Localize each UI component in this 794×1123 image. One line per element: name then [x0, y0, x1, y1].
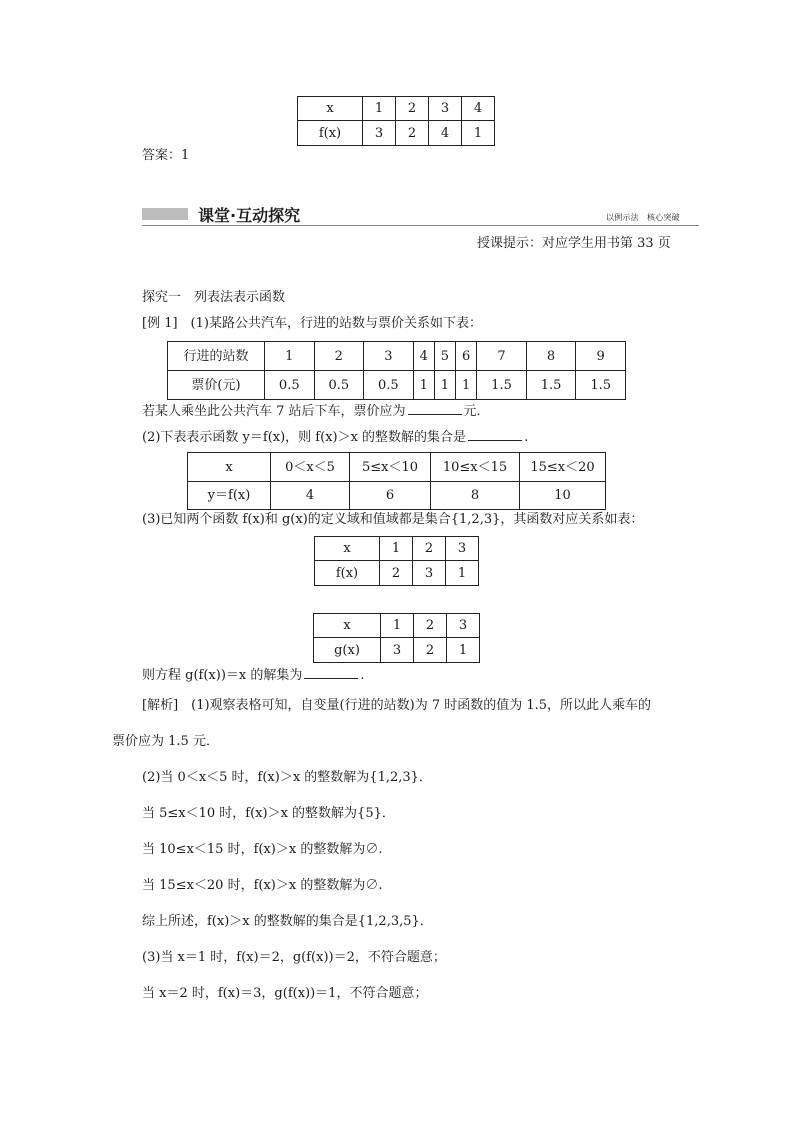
solution-line: 当 5≤x＜10 时，f(x)＞x 的整数解为{5}． — [142, 806, 395, 821]
table-cell: 8 — [431, 482, 520, 510]
table-cell: 5≤x＜10 — [350, 453, 431, 482]
table-cell: 1 — [462, 121, 495, 146]
table-cell: 2 — [414, 638, 447, 663]
fare-table — [167, 341, 626, 400]
table-cell: 0＜x＜5 — [271, 453, 350, 482]
q1-ask-text: 若某人乘坐此公共汽车 7 站后下车，票价应为 — [142, 404, 406, 419]
table-cell: 3 — [447, 614, 480, 638]
q2-intro-end: . — [524, 430, 529, 445]
solution-line: [解析] (1)观察表格可知，自变量(行进的站数)为 7 时函数的值为 1.5，所以此人乘车的 — [142, 698, 652, 713]
table-cell: 4 — [462, 97, 495, 121]
table-cell: 3 — [413, 561, 446, 586]
table-cell: 1.5 — [526, 371, 576, 400]
q2-intro-text: (2)下表表示函数 y＝f(x)，则 f(x)＞x 的整数解的集合是 — [142, 430, 467, 445]
table-cell: x — [188, 453, 271, 482]
table-cell: 4 — [271, 482, 350, 510]
table-cell: 1 — [265, 342, 315, 371]
table-cell: 行进的站数 — [168, 342, 265, 371]
example-q2-intro — [142, 428, 528, 446]
q1-ask-end: 元． — [463, 404, 490, 419]
table-cell: 9 — [576, 342, 626, 371]
solution-line: (3)当 x＝1 时，f(x)＝2，g(f(x))＝2，不符合题意； — [142, 950, 446, 965]
solution-line: 当 10≤x＜15 时，f(x)＞x 的整数解为∅. — [142, 842, 383, 857]
section-subtitle: 以例示法 核心突破 — [606, 213, 680, 222]
table-cell: 2 — [314, 342, 364, 371]
table-cell: 1.5 — [477, 371, 527, 400]
example-q1-intro: [例 1] (1)某路公共汽车，行进的站数与票价关系如下表： — [142, 316, 482, 331]
table-cell: 3 — [363, 121, 396, 146]
q3-ask-text: 则方程 g(f(x))＝x 的解集为 — [142, 668, 303, 683]
top-value-table — [297, 96, 495, 146]
example-q3-ask — [142, 666, 365, 684]
table-cell: x — [314, 614, 381, 638]
table-cell: 1.5 — [576, 371, 626, 400]
table-cell: 1 — [363, 97, 396, 121]
f-table — [314, 536, 479, 586]
q3-ask-end: . — [360, 668, 365, 683]
table-cell: 0.5 — [364, 371, 414, 400]
table-cell: 2 — [413, 537, 446, 561]
table-cell: 2 — [396, 97, 429, 121]
g-table — [313, 613, 480, 663]
table-cell: 1 — [380, 537, 413, 561]
table-cell: 1 — [456, 371, 477, 400]
answer-blank — [408, 402, 462, 415]
table-cell: 3 — [446, 537, 479, 561]
table-cell: 5 — [434, 342, 455, 371]
table-cell: 4 — [429, 121, 462, 146]
table-cell: 0.5 — [265, 371, 315, 400]
table-cell: 10 — [520, 482, 606, 510]
table-cell: 3 — [381, 638, 414, 663]
table-cell: f(x) — [315, 561, 380, 586]
table-cell: 15≤x＜20 — [520, 453, 606, 482]
table-cell: 1 — [434, 371, 455, 400]
example-q3-intro: (3)已知两个函数 f(x)和 g(x)的定义域和值域都是集合{1,2,3}，其函数对应关系如表： — [142, 512, 644, 527]
solution-line: (2)当 0＜x＜5 时，f(x)＞x 的整数解为{1,2,3}． — [142, 770, 432, 785]
table-cell: x — [315, 537, 380, 561]
table-cell: 票价(元) — [168, 371, 265, 400]
table-cell: 1 — [447, 638, 480, 663]
table-cell: y＝f(x) — [188, 482, 271, 510]
solution-line: 综上所述，f(x)＞x 的整数解的集合是{1,2,3,5}． — [142, 914, 433, 929]
table-cell: 8 — [526, 342, 576, 371]
table-cell: 1 — [446, 561, 479, 586]
section-divider — [142, 225, 699, 226]
table-cell: 0.5 — [314, 371, 364, 400]
table-cell: 1 — [381, 614, 414, 638]
answer-blank — [304, 666, 358, 679]
example-q1-ask — [142, 402, 490, 420]
table-cell: 3 — [364, 342, 414, 371]
table-cell: 2 — [380, 561, 413, 586]
table-cell: 1 — [413, 371, 434, 400]
section-header-bar — [142, 208, 188, 220]
solution-line: 票价应为 1.5 元． — [112, 734, 219, 749]
table-cell: 2 — [396, 121, 429, 146]
table-cell: f(x) — [298, 121, 363, 146]
solution-line: 当 15≤x＜20 时，f(x)＞x 的整数解为∅. — [142, 878, 383, 893]
top-answer: 答案：1 — [142, 148, 190, 163]
table-cell: 2 — [414, 614, 447, 638]
table-cell: 6 — [456, 342, 477, 371]
table-cell: 10≤x＜15 — [431, 453, 520, 482]
piecewise-table — [187, 452, 606, 510]
table-cell: 7 — [477, 342, 527, 371]
answer-blank — [468, 428, 522, 441]
section-title: 课堂·互动探究 — [198, 206, 301, 225]
explore-title: 探究一 列表法表示函数 — [142, 290, 286, 305]
table-cell: x — [298, 97, 363, 121]
table-cell: 4 — [413, 342, 434, 371]
table-cell: 6 — [350, 482, 431, 510]
solution-line: 当 x＝2 时，f(x)＝3，g(f(x))＝1，不符合题意； — [142, 986, 428, 1001]
teaching-hint: 授课提示：对应学生用书第 33 页 — [477, 236, 671, 251]
table-cell: g(x) — [314, 638, 381, 663]
table-cell: 3 — [429, 97, 462, 121]
